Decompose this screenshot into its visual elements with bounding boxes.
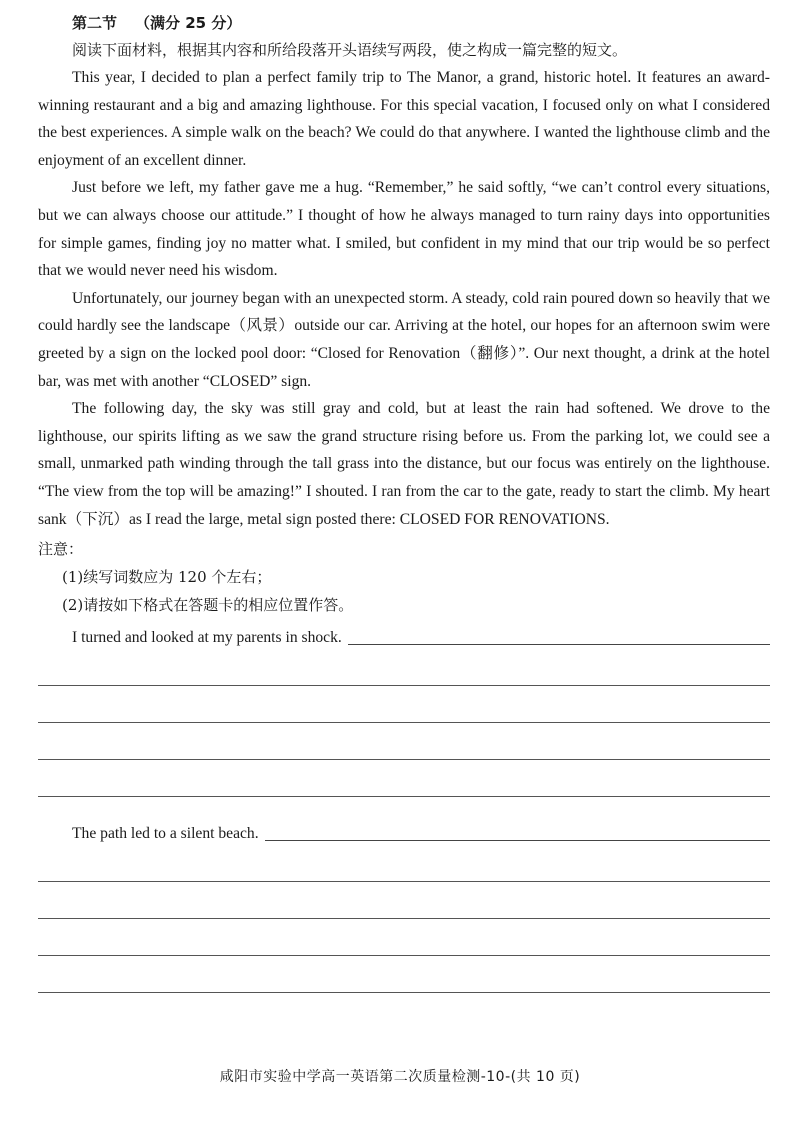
writing-line[interactable] (38, 882, 770, 919)
note-item-1: (1)续写词数应为 120 个左右； (62, 568, 272, 587)
writing-line[interactable] (38, 956, 770, 993)
writing-line[interactable] (38, 686, 770, 723)
section-title: 第二节 (72, 14, 118, 32)
writing-line[interactable] (38, 649, 770, 686)
story-paragraph-3: Unfortunately, our journey began with an unexpected storm. A steady, cold rain poured down so heavily that we could hardly see the landscape（风景）outside our car. Arriving at the hotel, our hopes for an afternoon swim were greeted by a sign on the locked pool door: “Closed for Renovation（翻修）”. Our next thought, a drink at the hotel bar, was met with another “CLOSED” sign. (38, 289, 770, 390)
prompt-row-1 (72, 619, 770, 649)
prompt-row-2 (72, 815, 770, 845)
story-paragraph-1: This year, I decided to plan a perfect family trip to The Manor, a grand, historic hotel. It features an award-winning restaurant and a big and amazing lighthouse. For this special vacation, I focused only on what I considered the best experiences. A simple walk on the beach? We could do that anywhere. I wanted the lighthouse climb and the enjoyment of an excellent dinner. (38, 69, 770, 169)
writing-line[interactable] (38, 845, 770, 882)
writing-line[interactable] (38, 919, 770, 956)
writing-line[interactable] (348, 644, 770, 645)
exam-page (38, 10, 770, 993)
story-paragraph-4: The following day, the sky was still gray and cold, but at least the rain had softened. We drove to the lighthouse, our spirits lifting as we saw the grand structure rising before us. From the parking lot, we could see a small, unmarked path winding through the tall grass into the distance, but our focus was entirely on the lighthouse. “The view from the top will be amazing!” I shouted. I ran from the car to the gate, ready to start the climb. My heart sank（下沉）as I read the large, metal sign posted there: CLOSED FOR RENOVATIONS. (38, 400, 770, 528)
note-item-2: (2)请按如下格式在答题卡的相应位置作答。 (62, 596, 354, 615)
paragraph-opener-2: The path led to a silent beach. (72, 825, 259, 843)
page-footer: 咸阳市实验中学高一英语第二次质量检测-10-(共 10 页) (219, 1069, 581, 1085)
section-header (72, 10, 770, 36)
paragraph-opener-1: I turned and looked at my parents in shock. (72, 629, 342, 647)
task-instruction: 阅读下面材料，根据其内容和所给段落开头语续写两段，使之构成一篇完整的短文。 (72, 41, 628, 59)
section-score: （满分 25 分） (135, 14, 242, 32)
writing-line[interactable] (38, 760, 770, 797)
notes-title: 注意： (38, 540, 84, 559)
writing-line[interactable] (265, 840, 770, 841)
writing-line[interactable] (38, 723, 770, 760)
answer-block-1 (38, 619, 770, 797)
story-paragraph-2: Just before we left, my father gave me a hug. “Remember,” he said softly, “we can’t control every situations, but we can always choose our attitude.” I thought of how he always managed to turn rainy days into opportunities for simple games, finding joy no matter what. I smiled, but confident in my mind that our trip would be so perfect that we would never need his wisdom. (38, 179, 770, 280)
answer-block-2 (38, 815, 770, 993)
